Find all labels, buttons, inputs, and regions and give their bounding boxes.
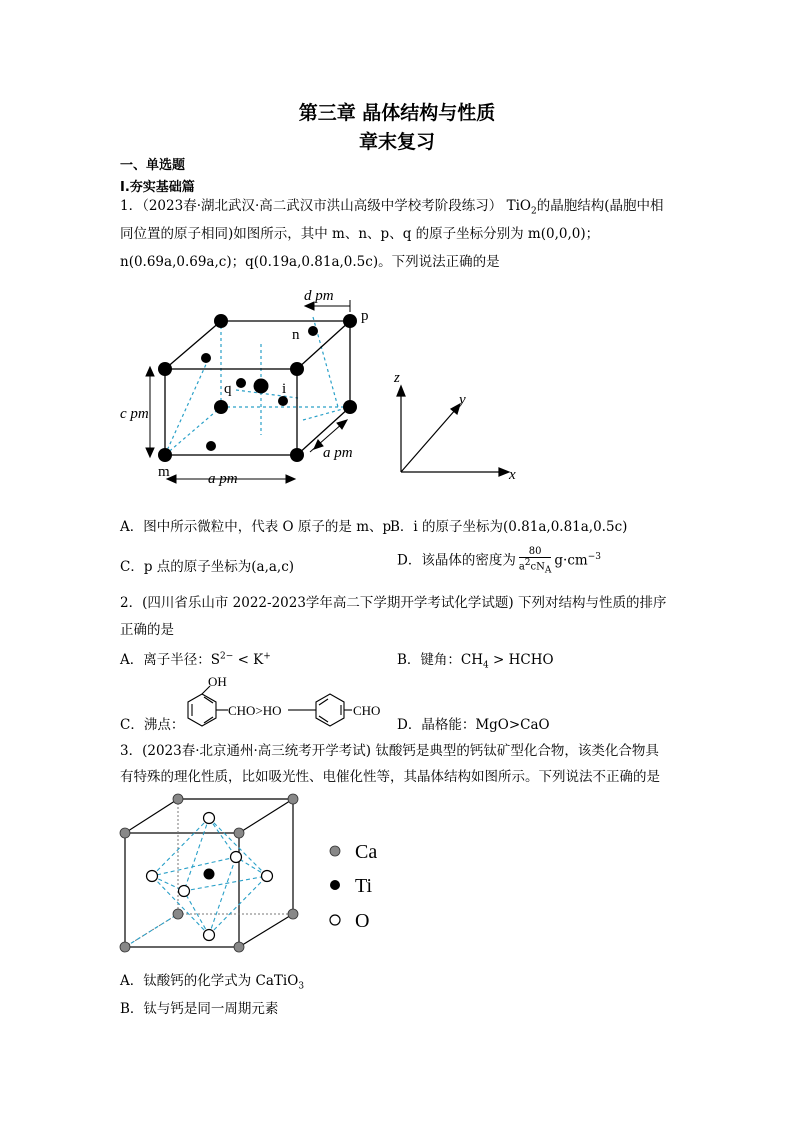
cho-hydroxy-label: CHO>HO <box>228 703 282 718</box>
label-n: n <box>292 327 300 343</box>
q1-stem-line2: 同位置的原子相同)如图所示，其中 m、n、p、q 的原子坐标分别为 m(0,0,0)； <box>120 226 600 242</box>
legend-ti-marker <box>330 880 340 890</box>
legend-o-marker <box>330 915 340 925</box>
q3-option-b: B．钛与钙是同一周期元素 <box>120 1001 279 1017</box>
q1-stem-line3: n(0.69a,0.69a,c)；q(0.19a,0.81a,0.5c)。下列说法正确的是 <box>120 254 500 270</box>
q3-stem-line2: 有特殊的理化性质，比如吸光性、电催化性等，其晶体结构如图所示。下列说法不正确的是 <box>120 769 660 785</box>
q1-option-b: B．i 的原子坐标为(0.81a,0.81a,0.5c) <box>390 519 628 535</box>
label-p: p <box>361 308 369 324</box>
q1-option-c: C．p 点的原子坐标为(a,a,c) <box>120 559 295 575</box>
q2-stem-line2: 正确的是 <box>120 622 174 638</box>
axis-y-label: y <box>459 392 466 408</box>
q2-option-c-structure <box>180 672 390 732</box>
legend-ca-label: Ca <box>355 841 378 863</box>
legend-o-label: O <box>355 910 370 932</box>
label-d: d pm <box>304 288 334 304</box>
q1-option-a: A．图中所示微粒中，代表 O 原子的是 m、p <box>120 519 392 535</box>
label-a-side: a pm <box>323 445 353 461</box>
q2-option-d: D．晶格能：MgO>CaO <box>397 717 550 733</box>
axis-z-label: z <box>394 370 400 386</box>
q3-option-a: A．钛酸钙的化学式为 CaTiO$_3$ <box>120 973 305 992</box>
label-c: c pm <box>120 406 149 422</box>
cho-label: CHO <box>353 703 381 718</box>
q1-option-d: D．该晶体的密度为 $\frac{80}{a^2cN_A}$ $g\cdot cm^{-3}$ <box>397 546 601 576</box>
q2-option-a: A．离子半径：$S^{2-} < K^+$ <box>120 651 271 668</box>
label-q: q <box>224 381 232 397</box>
chapter-title: 第三章 晶体结构与性质 <box>298 102 496 124</box>
oh-group-label: OH <box>208 674 227 689</box>
section-heading: 一、单选题 <box>120 158 186 173</box>
q3-stem-line1: 3．(2023春·北京通州·高三统考开学考试) 钛酸钙是典型的钙钛矿型化合物，该类化合物具 <box>120 743 659 759</box>
legend-ti-label: Ti <box>355 875 373 897</box>
legend-ca-marker <box>330 846 340 856</box>
q2-stem-line1: 2．(四川省乐山市 2022-2023学年高二下学期开学考试化学试题) 下列对结构与性质的排序 <box>120 595 667 611</box>
label-m: m <box>158 464 170 480</box>
q1-crystal-figure <box>120 280 548 495</box>
axis-x-label: x <box>509 467 516 483</box>
chapter-subtitle: 章末复习 <box>358 131 435 153</box>
q1-stem-line1: 1．（2023春·湖北武汉·高二武汉市洪山高级中学校考阶段练习） TiO$_2$的晶胞结构(晶胞中相 <box>120 198 664 217</box>
section-subheading: Ⅰ.夯实基础篇 <box>120 180 195 195</box>
q2-option-b: B．键角：$CH_4$ > HCHO <box>397 652 554 671</box>
label-i: i <box>282 381 287 397</box>
density-fraction: $\frac{80}{a^2cN_A}$ <box>518 546 552 576</box>
q3-perovskite-figure <box>112 790 412 960</box>
label-a-bottom: a pm <box>208 471 238 487</box>
q2-option-c-label: C．沸点： <box>120 717 185 733</box>
